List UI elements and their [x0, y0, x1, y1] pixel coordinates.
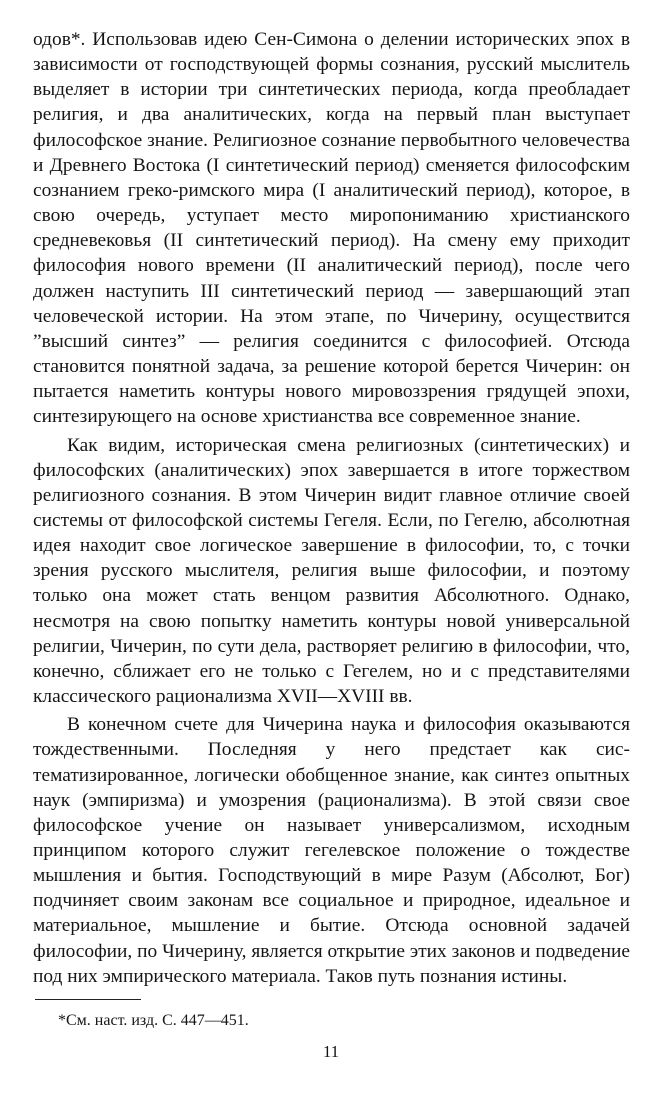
page-body	[33, 27, 630, 989]
paragraph-3: В конечном счете для Чичерина наука и философия оказываются тождественными. Последняя у него предстает как систематизированное, логически обобщенное знание, как синтез опытных наук (эмпиризма) и умозрения (рационализма). В этой связи свое философское учение он называет универсализмом, исходным принципом которого служит гегелевское положение о тождестве мышления и бытия. Господствующий в мире Разум (Абсолют, Бог) подчиняет своим законам все социальное и природное, идеальное и материальное, мышление и бытие. Отсюда основной задачей философии, по Чичерину, является открытие этих законов и подведение под них эмпирического материала. Таков путь познания истины.	[33, 714, 630, 987]
paragraph-2: Как видим, историческая смена религиозных (синтетических) и философских (аналитических) эпох завершается в итоге торжеством религиозного сознания. В этом Чичерин видит главное отличие своей системы от философской системы Гегеля. Если, по Гегелю, абсолютная идея находит свое логическое завершение в философии, то, с точки зрения русского мыслителя, религия выше философии, и поэтому только она может стать венцом развития Абсолютного. Однако, несмотря на свою попытку наметить контуры новой универсальной религии, Чичерин, по сути дела, растворяет религию в философии, что, конечно, сближает его не только с Гегелем, но и с представителями классического рационализма XVII—XVIII вв.	[33, 434, 630, 708]
footnote: *См. наст. изд. С. 447—451.	[58, 1012, 249, 1029]
footnote-divider	[35, 999, 141, 1000]
page-number: 11	[322, 1042, 340, 1061]
paragraph-1: одов*. Использовав идею Сен-Симона о делении исторических эпох в зависимости от господствующей формы сознания, русский мыслитель выделяет в истории три синтетических периода, когда преобладает религия, и два аналитических, когда на первый план выступает философское знание. Религиозное сознание первобытного человечества и Древнего Востока (I синтетический период) сменяется философским сознанием греко-римского мира (I аналитический период), которое, в свою очередь, уступает место миропониманию христианского средневековья (II синтетический период). На смену ему приходит философия нового времени (II аналитический период), после чего должен наступить III синтетический период — завершающий этап человеческой истории. На этом этапе, по Чичерину, осуществится ”высший синтез” — религия соединится с философией. Отсюда становится понятной задача, за решение которой берется Чичерин: он пытается наметить контуры нового мировоззрения грядущей эпохи, синтезирующего на основе христианства все современное знание.	[33, 29, 630, 428]
